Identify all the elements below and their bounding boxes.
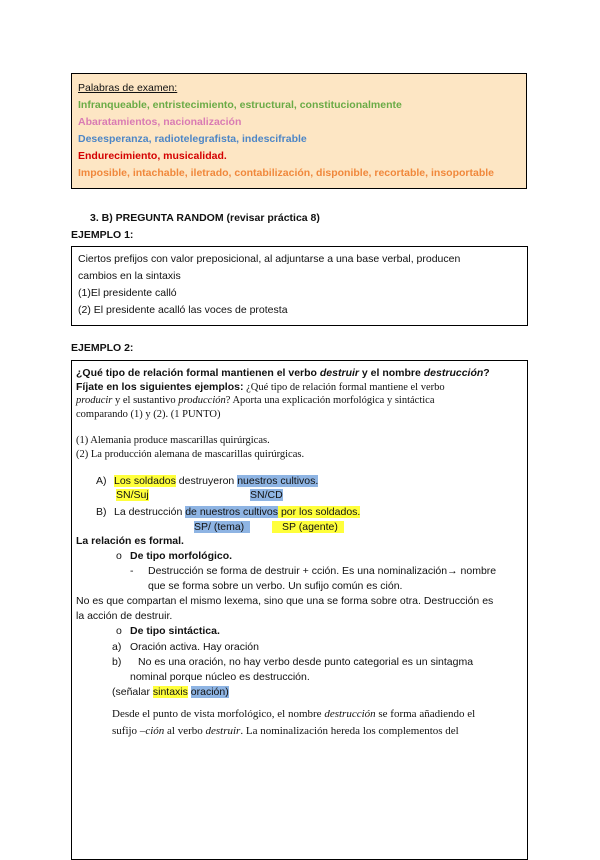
example1-line1: Ciertos prefijos con valor preposicional, al adjuntarse a una base verbal, producen bbox=[78, 253, 461, 265]
example2-question-line2: Fíjate en los siguientes ejemplos: ¿Qué tipo de relación formal mantiene el verbo bbox=[76, 381, 445, 393]
morf-bullet: o bbox=[116, 550, 122, 562]
exam-words-red: Endurecimiento, musicalidad. bbox=[78, 150, 227, 162]
paragraph-line1: Desde el punto de vista morfológico, el nombre destrucción se forma añadiendo el bbox=[112, 708, 476, 720]
example2-sentence2: (2) La producción alemana de mascarillas quirúrgicas. bbox=[76, 449, 305, 460]
exam-words-title: Palabras de examen: bbox=[78, 82, 178, 94]
example2-question-line4: comparando (1) y (2). (1 PUNTO) bbox=[76, 409, 221, 420]
label-sp-tema: SP/ (tema) bbox=[194, 521, 250, 533]
exam-words-orange: Imposible, intachable, iletrado, contabilización, disponible, recortable, insoportable bbox=[78, 167, 494, 179]
sint-b-mark: b) bbox=[112, 656, 122, 668]
exam-words-pink: Abaratamientos, nacionalización bbox=[78, 116, 242, 128]
question-heading: 3. B) PREGUNTA RANDOM (revisar práctica 8) bbox=[90, 212, 320, 224]
label-sn-suj: SN/Suj bbox=[116, 489, 149, 501]
example2-label: EJEMPLO 2: bbox=[71, 342, 134, 354]
analysis-b-line: La destrucción de nuestros cultivos por los soldados. bbox=[114, 506, 361, 518]
relacion-formal: La relación es formal. bbox=[76, 535, 184, 547]
paragraph-line2: sufijo –ción al verbo destruir. La nominalización hereda los complementos del bbox=[112, 725, 459, 737]
example2-box bbox=[71, 360, 528, 860]
sint-a-mark: a) bbox=[112, 641, 122, 653]
sint-bullet: o bbox=[116, 625, 122, 637]
morf-line1: Destrucción se forma de destruir + cción. Es una nominalización→ nombre bbox=[148, 565, 497, 577]
example1-line3: (1)El presidente calló bbox=[78, 287, 177, 299]
example1-line4: (2) El presidente acalló las voces de protesta bbox=[78, 304, 288, 316]
sint-b-line2: nominal porque núcleo es destrucción. bbox=[130, 671, 310, 683]
exam-words-green: Infranqueable, entristecimiento, estructural, constitucionalmente bbox=[78, 99, 402, 111]
analysis-a-line: Los soldados destruyeron nuestros cultivos. bbox=[114, 475, 319, 487]
morf-line2: que se forma sobre un verbo. Un sufijo común es ción. bbox=[148, 580, 403, 592]
analysis-a-mark: A) bbox=[96, 475, 107, 487]
sint-b-line1: No es una oración, no hay verbo desde punto categorial es un sintagma bbox=[138, 656, 474, 668]
example1-line2: cambios en la sintaxis bbox=[78, 270, 181, 282]
example2-question-line3: producir y el sustantivo producción? Aporta una explicación morfológica y sintáctica bbox=[76, 395, 435, 406]
example1-box bbox=[71, 246, 528, 326]
sint-a-text: Oración activa. Hay oración bbox=[130, 641, 259, 653]
sint-title: De tipo sintáctica. bbox=[130, 625, 220, 637]
lexema-line2: la acción de destruir. bbox=[76, 610, 173, 622]
lexema-line1: No es que compartan el mismo lexema, sino que una se forma sobre otra. Destrucción es bbox=[76, 595, 494, 607]
analysis-b-mark: B) bbox=[96, 506, 107, 518]
example2-sentence1: (1) Alemania produce mascarillas quirúrgicas. bbox=[76, 435, 270, 446]
morf-dash: - bbox=[130, 565, 134, 577]
example2-question-line1: ¿Qué tipo de relación formal mantienen el verbo destruir y el nombre destrucción? bbox=[76, 367, 490, 379]
exam-words-box bbox=[71, 73, 527, 189]
label-sn-cd: SN/CD bbox=[250, 489, 283, 501]
example1-label: EJEMPLO 1: bbox=[71, 229, 134, 241]
exam-words-blue: Desesperanza, radiotelegrafista, indescifrable bbox=[78, 133, 307, 145]
senalar-line: (señalar sintaxis oración) bbox=[112, 686, 229, 698]
morf-title: De tipo morfológico. bbox=[130, 550, 233, 562]
label-sp-agente: SP (agente) bbox=[272, 521, 344, 533]
